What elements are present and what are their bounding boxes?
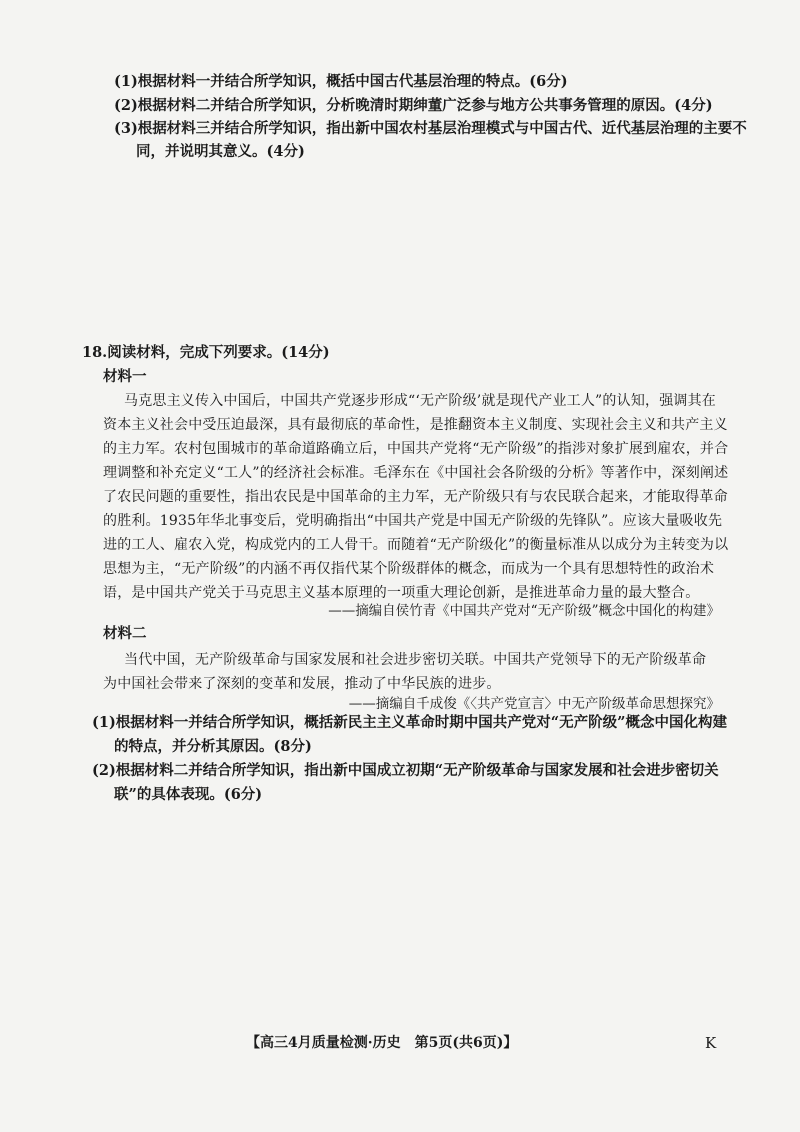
material-2-label: 材料二 [103, 625, 147, 642]
material-1-line: 的胜利。1935年华北事变后，党明确指出“中国共产党是中国无产阶级的先锋队”。应该大量吸收先 [103, 513, 723, 529]
material-1-line: 理调整和补充定义“工人”的经济社会标准。毛泽东在《中国社会各阶级的分析》等著作中，深刻阐述 [103, 465, 729, 481]
paper-code: K [705, 1034, 717, 1052]
q18-sub2-line2: 联”的具体表现。(6分) [114, 786, 263, 803]
material-1-line: 了农民问题的重要性，指出农民是中国革命的主力军，无产阶级只有与农民联合起来，才能取得革命 [103, 489, 728, 505]
q17-sub1: (1)根据材料一并结合所学知识，概括中国古代基层治理的特点。(6分) [114, 73, 568, 90]
material-1-line: 资本主义社会中受压迫最深，具有最彻底的革命性，是推翻资本主义制度、实现社会主义和共产主义 [103, 417, 728, 433]
material-1-source: ——摘编自侯竹青《中国共产党对“无产阶级”概念中国化的构建》 [328, 603, 720, 619]
q18-sub2-line1: (2)根据材料二并结合所学知识，指出新中国成立初期“无产阶级革命与国家发展和社会进步密切关 [92, 762, 719, 779]
page-footer: 【高三4月质量检测·历史 第5页(共6页)】 [246, 1035, 518, 1051]
material-1-line: 马克思主义传入中国后，中国共产党逐步形成“‘无产阶级’就是现代产业工人”的认知，强调其在 [124, 393, 717, 409]
material-2-line: 当代中国，无产阶级革命与国家发展和社会进步密切关联。中国共产党领导下的无产阶级革命 [124, 652, 707, 668]
q18-heading: 18.阅读材料，完成下列要求。(14分) [82, 344, 330, 361]
q18-sub1-line2: 的特点，并分析其原因。(8分) [114, 738, 312, 755]
material-2-line: 为中国社会带来了深刻的变革和发展，推动了中华民族的进步。 [103, 676, 501, 692]
material-1-line: 语，是中国共产党关于马克思主义基本原理的一项重大理论创新，是推进革命力量的最大整合。 [103, 585, 700, 601]
q17-sub2: (2)根据材料二并结合所学知识，分析晚清时期绅董广泛参与地方公共事务管理的原因。(4分) [114, 97, 713, 114]
q17-sub3-line2: 同，并说明其意义。(4分) [136, 143, 305, 160]
material-2-source: ——摘编自千成俊《〈共产党宣言〉中无产阶级革命思想探究》 [348, 696, 720, 712]
material-1-label: 材料一 [103, 368, 147, 385]
material-1-line: 的主力军。农村包围城市的革命道路确立后，中国共产党将“无产阶级”的指涉对象扩展到雇农，并合 [103, 441, 729, 457]
material-1-line: 思想为主，“无产阶级”的内涵不再仅指代某个阶级群体的概念，而成为一个具有思想特性的政治术 [103, 561, 715, 577]
q17-sub3-line1: (3)根据材料三并结合所学知识，指出新中国农村基层治理模式与中国古代、近代基层治理的主要不 [114, 120, 747, 137]
q18-sub1-line1: (1)根据材料一并结合所学知识，概括新民主主义革命时期中国共产党对“无产阶级”概念中国化构建 [92, 714, 727, 731]
material-1-line: 进的工人、雇农入党，构成党内的工人骨干。而随着“无产阶级化”的衡量标准从以成分为主转变为以 [103, 537, 729, 553]
